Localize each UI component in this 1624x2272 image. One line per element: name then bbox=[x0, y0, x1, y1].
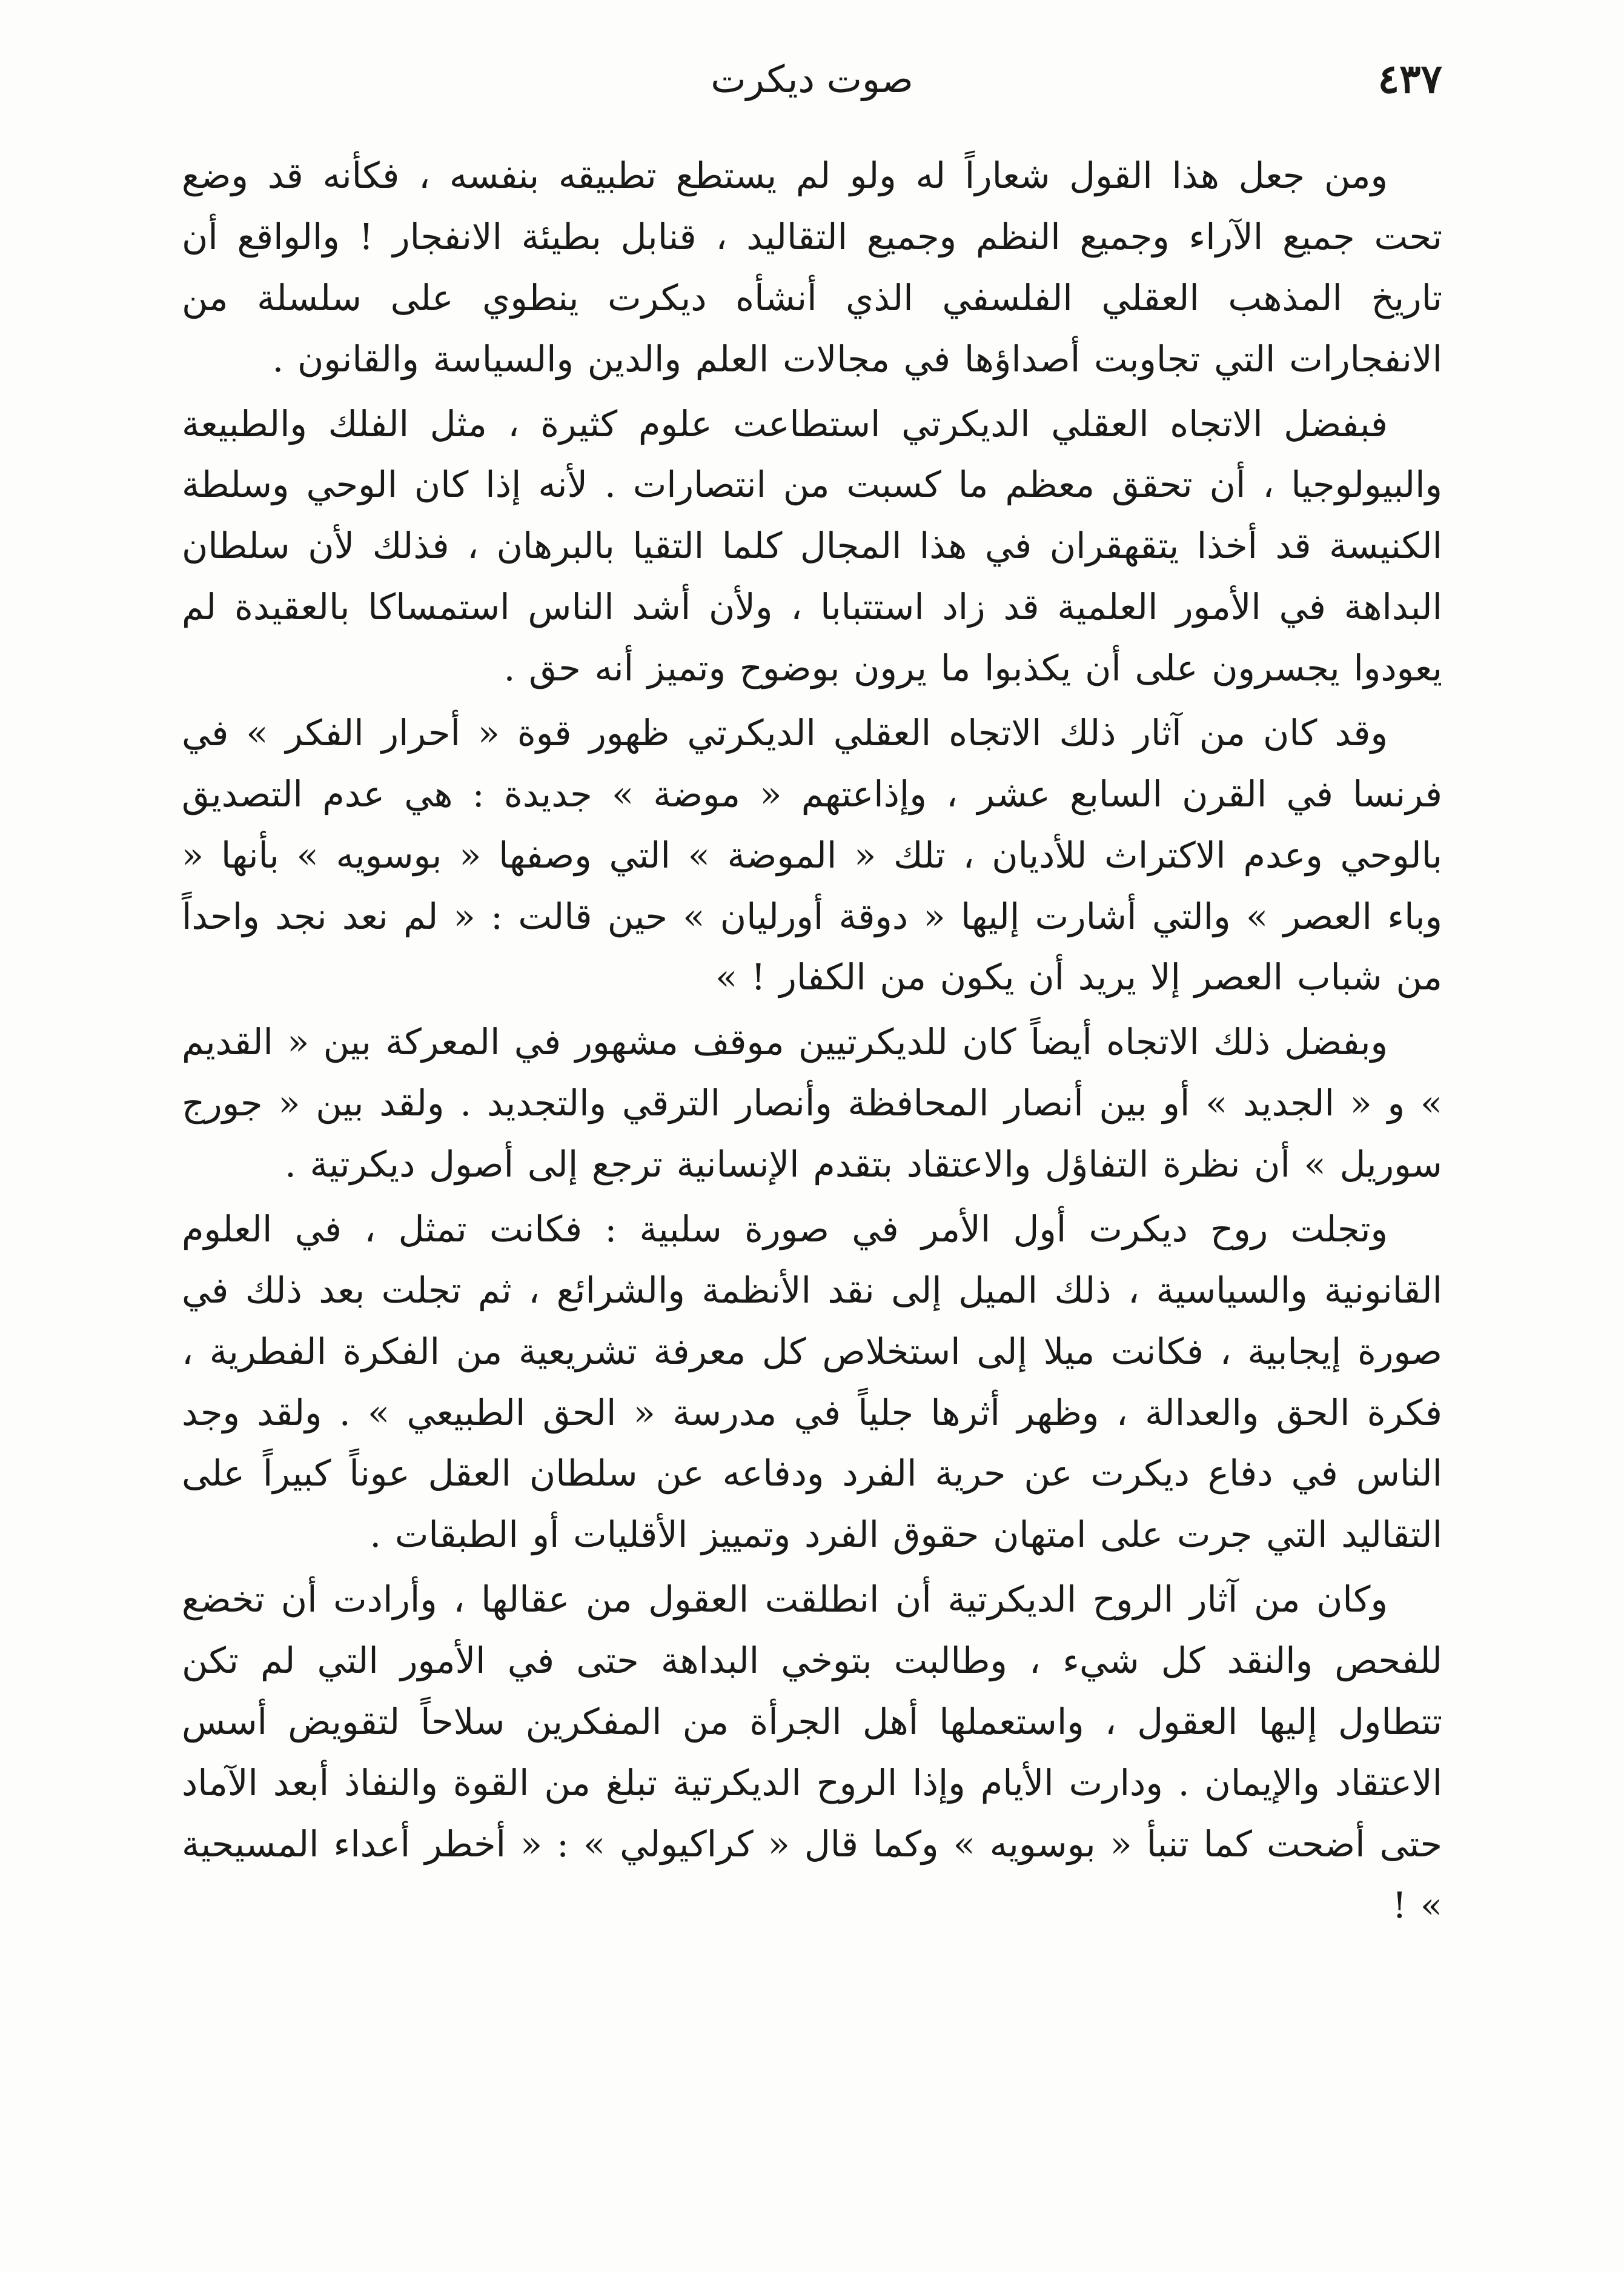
paragraph: فبفضل الاتجاه العقلي الديكرتي استطاعت علوم كثيرة ، مثل الفلك والطبيعة والبيولوجيا ، أن تحقق معظم ما كسبت من انتصارات . لأنه إذا كان الوحي وسلطة الكنيسة قد أخذا يتقهقران في هذا المجال كلما التقيا بالبرهان ، فذلك لأن سلطان البداهة في الأمور العلمية قد زاد استتبابا ، ولأن أشد الناس استمساكا بالعقيدة لم يعودوا يجسرون على أن يكذبوا ما يرون بوضوح وتميز أنه حق . bbox=[182, 402, 1442, 689]
running-title: صوت ديكرت bbox=[711, 56, 913, 101]
paragraph: وبفضل ذلك الاتجاه أيضاً كان للديكرتيين موقف مشهور في المعركة بين « القديم » و « الجديد » أو بين أنصار المحافظة وأنصار الترقي والتجديد . ولقد بين « جورج سوريل » أن نظرة التفاؤل والاعتقاد بتقدم الإنسانية ترجع إلى أصول ديكرتية . bbox=[182, 1021, 1442, 1185]
paragraph: وتجلت روح ديكرت أول الأمر في صورة سلبية : فكانت تمثل ، في العلوم القانونية والسياسية ، ذلك الميل إلى نقد الأنظمة والشرائع ، ثم تجلت بعد ذلك في صورة إيجابية ، فكانت ميلا إلى استخلاص كل معرفة تشريعية من الفكرة الفطرية ، فكرة الحق والعدالة ، وظهر أثرها جلياً في مدرسة « الحق الطبيعي » . ولقد وجد الناس في دفاع ديكرت عن حرية الفرد ودفاعه عن سلطان العقل عوناً كبيراً على التقاليد التي جرت على امتهان حقوق الفرد وتمييز الأقليات أو الطبقات . bbox=[182, 1207, 1442, 1556]
paragraph: وقد كان من آثار ذلك الاتجاه العقلي الديكرتي ظهور قوة « أحرار الفكر » في فرنسا في القرن السابع عشر ، وإذاعتهم « موضة » جديدة : هي عدم التصديق بالوحي وعدم الاكتراث للأديان ، تلك « الموضة » التي وصفها « بوسويه » بأنها « وباء العصر » والتي أشارت إليها « دوقة أورليان » حين قالت : « لم نعد نجد واحداً من شباب العصر إلا يريد أن يكون من الكفار ! » bbox=[182, 711, 1442, 998]
page-header bbox=[182, 36, 1442, 121]
paragraph: وكان من آثار الروح الديكرتية أن انطلقت العقول من عقالها ، وأرادت أن تخضع للفحص والنقد كل شيء ، وطالبت بتوخي البداهة حتى في الأمور التي لم تكن تتطاول إليها العقول ، واستعملها أهل الجرأة من المفكرين سلاحاً لتقويض أسس الاعتقاد والإيمان . ودارت الأيام وإذا الروح الديكرتية تبلغ من القوة والنفاذ أبعد الآماد حتى أضحت كما تنبأ « بوسويه » وكما قال « كراكيولي » : « أخطر أعداء المسيحية » ! bbox=[182, 1578, 1442, 1926]
paragraph: ومن جعل هذا القول شعاراً له ولو لم يستطع تطبيقه بنفسه ، فكأنه قد وضع تحت جميع الآراء وجميع النظم وجميع التقاليد ، قنابل بطيئة الانفجار ! والواقع أن تاريخ المذهب العقلي الفلسفي الذي أنشأه ديكرت ينطوي على سلسلة من الانفجارات التي تجاوبت أصداؤها في مجالات العلم والدين والسياسة والقانون . bbox=[182, 154, 1442, 380]
body-text bbox=[182, 145, 1442, 1939]
page-number: ٤٣٧ bbox=[1377, 55, 1442, 102]
